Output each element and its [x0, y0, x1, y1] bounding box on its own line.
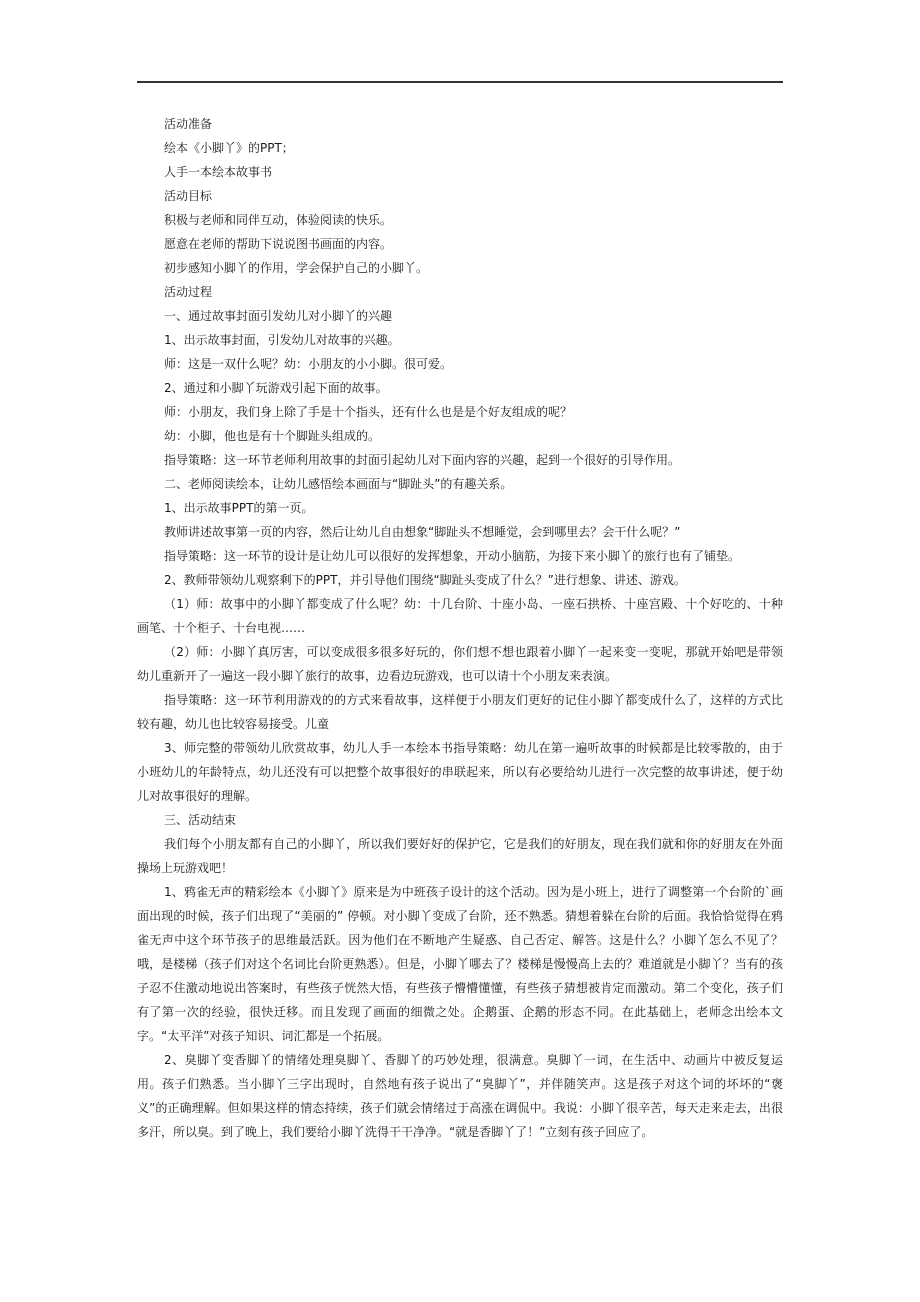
paragraph: 愿意在老师的帮助下说说图书画面的内容。	[164, 237, 393, 251]
document-body	[137, 112, 783, 1144]
heading-activity-process: 活动过程	[164, 285, 213, 299]
paragraph: 2、通过和小脚丫玩游戏引起下面的故事。	[164, 381, 388, 395]
paragraph: 幼：小脚，他也是有十个脚趾头组成的。	[164, 429, 381, 443]
paragraph: 人手一本绘本故事书	[164, 165, 273, 179]
paragraph: 积极与老师和同伴互动，体验阅读的快乐。	[164, 213, 393, 227]
paragraph: 1、鸦雀无声的精彩绘本《小脚丫》原来是为中班孩子设计的这个活动。因为是小班上，进行了调整第一个台阶的`画面出现的时候，孩子们出现了“美丽的” 停顿。对小脚丫变成了台阶，还不熟悉。猜想着躲在台阶的后面。我恰恰觉得在鸦雀无声中这个环节孩子的思维最活跃。因为他们在不断地产生疑惑、自己否定、解答。这是什么？小脚丫怎么不见了？哦，是楼梯（孩子们对这个名词比台阶更熟悉）。但是，小脚丫哪去了？楼梯是慢慢高上去的？难道就是小脚丫？当有的孩子忍不住激动地说出答案时，有些孩子恍然大悟，有些孩子懵懵懂懂，有些孩子猜想被肯定而激动。第二个变化，孩子们有了第一次的经验，很快迁移。而且发现了画面的细微之处。企鹅蛋、企鹅的形态不同。在此基础上，老师念出绘本文字。“太平洋”对孩子知识、词汇都是一个拓展。	[137, 885, 783, 1043]
paragraph: 我们每个小朋友都有自己的小脚丫，所以我们要好好的保护它，它是我们的好朋友，现在我们就和你的好朋友在外面操场上玩游戏吧！	[137, 837, 783, 875]
paragraph: 绘本《小脚丫》的PPT；	[164, 141, 294, 155]
heading-activity-goals: 活动目标	[164, 189, 213, 203]
paragraph: 1、出示故事封面，引发幼儿对故事的兴趣。	[164, 333, 400, 347]
section-heading: 三、活动结束	[164, 813, 237, 827]
heading-activity-preparation: 活动准备	[164, 117, 213, 131]
paragraph: 指导策略：这一环节的设计是让幼儿可以很好的发挥想象，开动小脑筋，为接下来小脚丫的旅行也有了铺垫。	[164, 549, 741, 563]
section-heading: 二、老师阅读绘本，让幼儿感悟绘本画面与“脚趾头”的有趣关系。	[164, 477, 513, 491]
paragraph: 初步感知小脚丫的作用，学会保护自己的小脚丫。	[164, 261, 429, 275]
section-heading: 一、通过故事封面引发幼儿对小脚丫的兴趣	[164, 309, 393, 323]
paragraph: 师：小朋友，我们身上除了手是十个指头，还有什么也是是个好友组成的呢？	[164, 405, 573, 419]
paragraph: 指导策略：这一环节老师利用故事的封面引起幼儿对下面内容的兴趣，起到一个很好的引导作用。	[164, 453, 681, 467]
paragraph: （1）师：故事中的小脚丫都变成了什么呢？幼：十几台阶、十座小岛、一座石拱桥、十座宫殿、十个好吃的、十种画笔、十个柜子、十台电视……	[137, 597, 783, 635]
paragraph: 3、师完整的带领幼儿欣赏故事，幼儿人手一本绘本书指导策略：幼儿在第一遍听故事的时候都是比较零散的，由于小班幼儿的年龄特点，幼儿还没有可以把整个故事很好的串联起来，所以有必要给幼儿进行一次完整的故事讲述，便于幼儿对故事很好的理解。	[137, 741, 783, 803]
paragraph: 1、出示故事PPT的第一页。	[164, 501, 314, 515]
paragraph: 教师讲述故事第一页的内容，然后让幼儿自由想象“脚趾头不想睡觉，会到哪里去？会干什么呢？”	[164, 525, 681, 539]
paragraph: 2、臭脚丫变香脚丫的情绪处理臭脚丫、香脚丫的巧妙处理，很满意。臭脚丫一词，在生活中、动画片中被反复运用。孩子们熟悉。当小脚丫三字出现时，自然地有孩子说出了“臭脚丫”，并伴随笑声。这是孩子对这个词的坏坏的“褒义”的正确理解。但如果这样的情态持续，孩子们就会情绪过于高涨在调侃中。我说：小脚丫很辛苦，每天走来走去，出很多汗，所以臭。到了晚上，我们要给小脚丫洗得干干净净。“就是香脚丫了！”立刻有孩子回应了。	[137, 1053, 783, 1139]
paragraph: 2、教师带领幼儿观察剩下的PPT，并引导他们围绕“脚趾头变成了什么？”进行想象、讲述、游戏。	[164, 573, 686, 587]
paragraph: 师：这是一双什么呢？幼：小朋友的小小脚。很可爱。	[164, 357, 453, 371]
paragraph: 指导策略：这一环节利用游戏的的方式来看故事，这样便于小朋友们更好的记住小脚丫都变成什么了，这样的方式比较有趣，幼儿也比较容易接受。儿童	[137, 693, 783, 731]
paragraph: （2）师：小脚丫真厉害，可以变成很多很多好玩的，你们想不想也跟着小脚丫一起来变一变呢，那就开始吧是带领幼儿重新开了一遍这一段小脚丫旅行的故事，边看边玩游戏，也可以请十个小朋友来表演。	[137, 645, 783, 683]
header-rule	[137, 81, 783, 83]
